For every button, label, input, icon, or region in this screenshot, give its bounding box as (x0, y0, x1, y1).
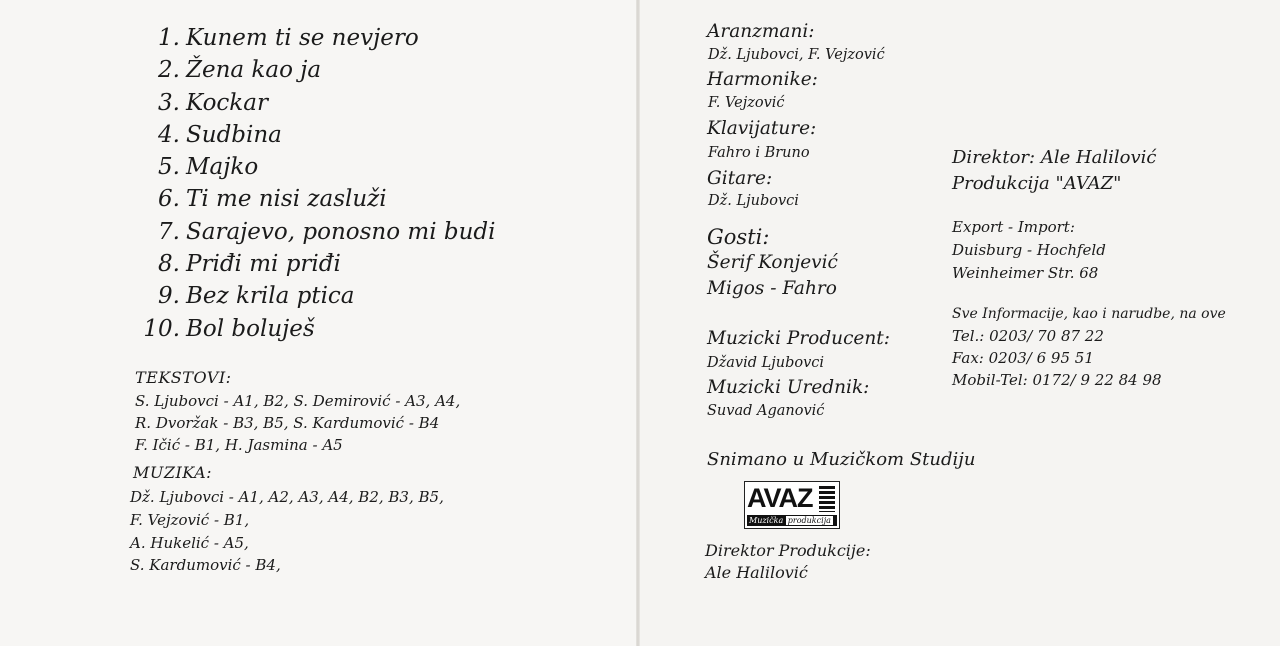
aranzmani-label: Aranzmani: (707, 21, 815, 42)
contact-street: Weinheimer Str. 68 (952, 264, 1099, 282)
logo-stripes-icon (819, 486, 835, 512)
track-title: Sarajevo, ponosno mi budi (186, 218, 496, 245)
track-title: Kunem ti se nevjero (186, 25, 419, 51)
tekstovi-line: R. Dvoržak - B3, B5, S. Kardumović - B4 (135, 414, 440, 432)
avaz-logo-text: AVAZ (747, 483, 813, 513)
track-item: 3. Kockar (158, 89, 268, 116)
tekstovi-line: F. Ičić - B1, H. Jasmina - A5 (135, 436, 343, 454)
urednik-value: Suvad Aganović (707, 403, 825, 419)
contact-info: Sve Informacije, kao i narudbe, na ove (952, 306, 1226, 322)
director-name: Ale Halilović (705, 563, 808, 582)
gitare-value: Dž. Ljubovci (708, 193, 799, 209)
guest-name: Šerif Konjević (707, 252, 838, 273)
left-panel (0, 0, 638, 646)
urednik-label: Muzicki Urednik: (707, 377, 870, 398)
klavijature-value: Fahro i Bruno (708, 145, 810, 161)
gitare-label: Gitare: (707, 168, 773, 189)
harmonike-value: F. Vejzović (708, 95, 785, 111)
producent-label: Muzicki Producent: (707, 328, 890, 349)
muzika-line: S. Kardumović - B4, (130, 556, 281, 574)
track-item: 10. Bol boluješ (143, 315, 315, 342)
muzika-line: F. Vejzović - B1, (130, 511, 250, 529)
track-title: Sudbina (186, 121, 282, 148)
contact-mobil: Mobil-Tel: 0172/ 9 22 84 98 (952, 371, 1162, 389)
track-item: 6. Ti me nisi zasluži (158, 186, 387, 213)
gosti-label: Gosti: (707, 225, 770, 249)
contact-export: Export - Import: (952, 218, 1075, 236)
muzika-heading: MUZIKA: (133, 463, 213, 482)
tekstovi-heading: TEKSTOVI: (135, 368, 232, 387)
track-title: Žena kao ja (186, 57, 322, 84)
avaz-logo-subtitle: Muzička produkcija (747, 515, 837, 526)
klavijature-label: Klavijature: (707, 118, 817, 139)
muzika-line: Dž. Ljubovci - A1, A2, A3, A4, B2, B3, B5, (130, 488, 444, 506)
contact-fax: Fax: 0203/ 6 95 51 (952, 349, 1094, 367)
track-title: Bol boluješ (186, 315, 315, 342)
track-title: Ti me nisi zasluži (186, 186, 387, 213)
director-label: Direktor Produkcije: (705, 541, 871, 560)
track-item: 9. Bez krila ptica (158, 283, 355, 310)
track-item: 1. Kunem ti se nevjero (158, 25, 419, 51)
track-item: 8. Priđi mi priđi (158, 251, 341, 278)
track-title: Bez krila ptica (186, 283, 355, 310)
contact-tel: Tel.: 0203/ 70 87 22 (952, 327, 1104, 345)
track-item: 7. Sarajevo, ponosno mi budi (158, 218, 496, 245)
muzika-line: A. Hukelić - A5, (130, 534, 249, 552)
track-item: 5. Majko (158, 154, 259, 181)
studio-line: Snimano u Muzičkom Studiju (707, 449, 976, 470)
harmonike-label: Harmonike: (707, 69, 818, 90)
track-item: 2. Žena kao ja (158, 57, 322, 84)
avaz-logo (744, 481, 840, 529)
track-title: Priđi mi priđi (186, 251, 341, 278)
producent-value: Džavid Ljubovci (707, 355, 825, 371)
track-title: Majko (186, 154, 259, 181)
track-list (140, 22, 495, 345)
aranzmani-value: Dž. Ljubovci, F. Vejzović (708, 47, 885, 63)
tekstovi-line: S. Ljubovci - A1, B2, S. Demirović - A3, A4, (135, 392, 461, 410)
contact-produkcija: Produkcija "AVAZ" (952, 173, 1122, 194)
contact-direktor: Direktor: Ale Halilović (952, 147, 1157, 168)
guest-name: Migos - Fahro (707, 278, 837, 299)
contact-city: Duisburg - Hochfeld (952, 241, 1106, 259)
page-fold-divider (636, 0, 640, 646)
track-item: 4. Sudbina (158, 121, 282, 148)
track-title: Kockar (186, 89, 268, 116)
